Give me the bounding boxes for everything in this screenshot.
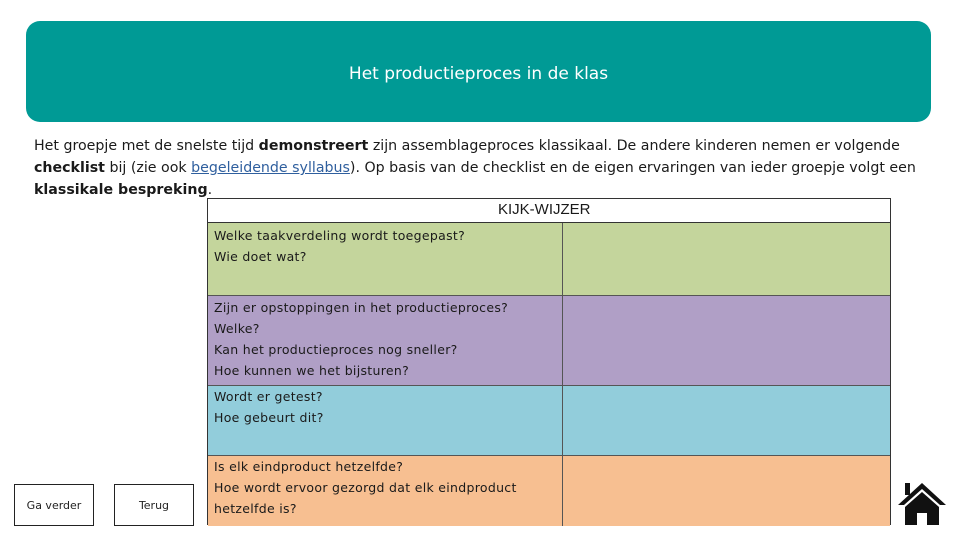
question-line: Is elk eindproduct hetzelfde? (214, 459, 404, 474)
table-title: KIJK-WIJZER (498, 201, 591, 218)
home-icon[interactable] (896, 481, 948, 527)
table-header (208, 199, 890, 223)
question-line: Wie doet wat? (214, 249, 307, 264)
syllabus-link[interactable]: begeleidende syllabus (191, 160, 350, 176)
page-title: Het productieproces in de klas (348, 64, 609, 84)
question-line: Kan het productieproces nog sneller? (214, 342, 458, 357)
question-cell (208, 296, 562, 385)
table-row (208, 386, 890, 456)
next-button[interactable]: Ga verder (14, 484, 94, 526)
question-cell (208, 223, 562, 295)
table-row (208, 223, 890, 296)
intro-text-1: Het groepje met de snelste tijd (34, 138, 259, 154)
question-line: Hoe wordt ervoor gezorgd dat elk eindproduct (214, 480, 517, 495)
table-row (208, 296, 890, 386)
question-cell (208, 386, 562, 455)
question-line: Hoe kunnen we het bijsturen? (214, 363, 410, 378)
answer-cell (562, 296, 890, 385)
intro-bold-1: demonstreert (258, 138, 369, 154)
intro-bold-3: klassikale bespreking (34, 182, 208, 198)
question-line: Wordt er getest? (214, 389, 323, 404)
intro-text-3: bij (zie ook (104, 160, 192, 176)
question-line: Welke? (214, 321, 260, 336)
checklist-table (207, 198, 891, 525)
intro-bold-2: checklist (34, 160, 105, 176)
answer-cell (562, 223, 890, 295)
question-line: Zijn er opstoppingen in het productieproces? (214, 300, 509, 315)
question-line: hetzelfde is? (214, 501, 297, 516)
table-row (208, 456, 890, 526)
title-banner (26, 21, 931, 122)
intro-text-2: zijn assemblageproces klassikaal. De andere kinderen nemen er volgende (368, 138, 900, 154)
intro-paragraph (34, 135, 934, 201)
answer-cell (562, 456, 890, 526)
back-button[interactable]: Terug (114, 484, 194, 526)
intro-text-4: ). Op basis van de checklist en de eigen ervaringen van ieder groepje volgt een (349, 160, 916, 176)
answer-cell (562, 386, 890, 455)
intro-text-5: . (207, 182, 213, 198)
question-line: Hoe gebeurt dit? (214, 410, 324, 425)
question-cell (208, 456, 562, 526)
question-line: Welke taakverdeling wordt toegepast? (214, 228, 466, 243)
